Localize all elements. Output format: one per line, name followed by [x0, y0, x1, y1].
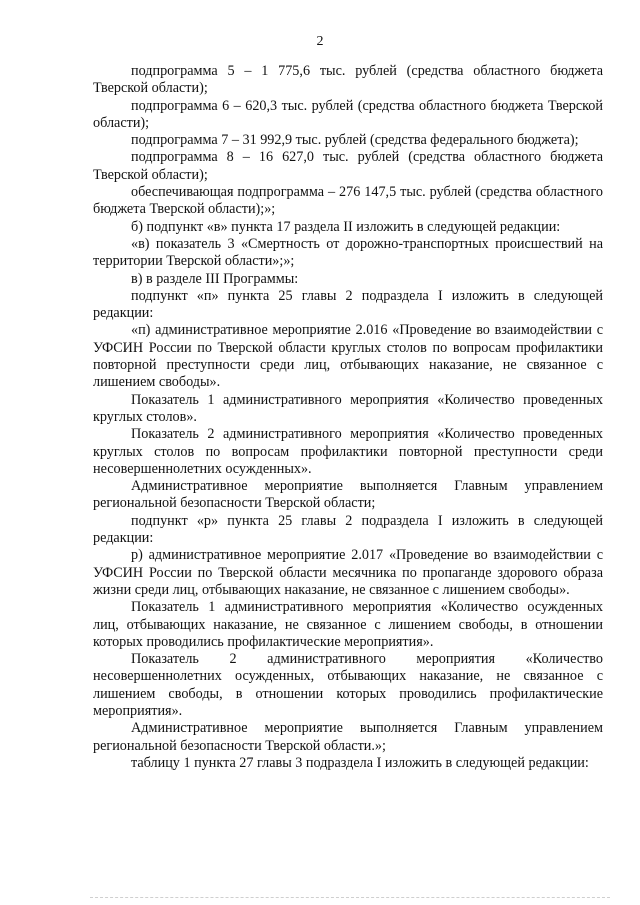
paragraph-subprogram-6: подпрограмма 6 – 620,3 тыс. рублей (средства областного бюджета Тверской области); — [93, 97, 603, 131]
paragraph-executor-1: Административное мероприятие выполняется Главным управлением региональной безопасности Тверской области; — [93, 478, 603, 512]
paragraph-subprogram-8: подпрограмма 8 – 16 627,0 тыс. рублей (средства областного бюджета Тверской области); — [93, 149, 603, 183]
paragraph-indicator-2-round-tables: Показатель 2 административного мероприятия «Количество проведенных круглых столов по вопросам профилактики повторной преступности среди несовершеннолетних осужденных». — [93, 426, 603, 477]
paragraph-measure-2016: «п) административное мероприятие 2.016 «Проведение во взаимодействии с УФСИН России по Тверской области круглых столов по вопросам профилактики повторной преступности среди лиц, отбывающих наказание, не связанное с лишением свободы». — [93, 322, 603, 391]
paragraph-indicator-1-convicts: Показатель 1 административного мероприятия «Количество осужденных лиц, отбывающих наказание, не связанное с лишением свободы, в отношении которых проводились профилактические мероприятия». — [93, 599, 603, 650]
document-body — [93, 63, 603, 772]
paragraph-item-v: в) в разделе III Программы: — [131, 270, 299, 287]
paragraph-subprogram-5: подпрограмма 5 – 1 775,6 тыс. рублей (средства областного бюджета Тверской области); — [93, 63, 603, 97]
paragraph-measure-2017: р) административное мероприятие 2.017 «Проведение во взаимодействии с УФСИН России по Тверской области месячника по пропаганде здорового образа жизни среди лиц, отбывающих наказание, не связанное с лишением свободы». — [93, 547, 603, 598]
page-number: 2 — [316, 34, 324, 49]
paragraph-subprogram-7: подпрограмма 7 – 31 992,9 тыс. рублей (средства федерального бюджета); — [131, 132, 579, 149]
paragraph-subitem-p-intro: подпункт «п» пункта 25 главы 2 подраздела I изложить в следующей редакции: — [93, 287, 603, 322]
paragraph-executor-2: Административное мероприятие выполняется Главным управлением региональной безопасности Тверской области.»; — [93, 720, 603, 754]
paragraph-item-b: б) подпункт «в» пункта 17 раздела II изложить в следующей редакции: — [131, 218, 561, 235]
paragraph-indicator-1-round-tables: Показатель 1 административного мероприятия «Количество проведенных круглых столов». — [93, 391, 603, 425]
page-bottom-divider — [90, 897, 610, 898]
paragraph-subitem-r-intro: подпункт «р» пункта 25 главы 2 подраздела I изложить в следующей редакции: — [93, 512, 603, 547]
paragraph-supporting-subprogram: обеспечивающая подпрограмма – 276 147,5 тыс. рублей (средства областного бюджета Тверской области);»; — [93, 184, 603, 218]
paragraph-indicator-2-minors: Показатель 2 административного мероприятия «Количество несовершеннолетних осужденных, отбывающих наказание, не связанное с лишением свободы, в отношении которых проводились профилактические мероприятия». — [93, 651, 603, 719]
paragraph-table-1-intro: таблицу 1 пункта 27 главы 3 подраздела I изложить в следующей редакции: — [131, 754, 589, 771]
paragraph-indicator-3: «в) показатель 3 «Смертность от дорожно-транспортных происшествий на территории Тверской области»;»; — [93, 235, 603, 270]
